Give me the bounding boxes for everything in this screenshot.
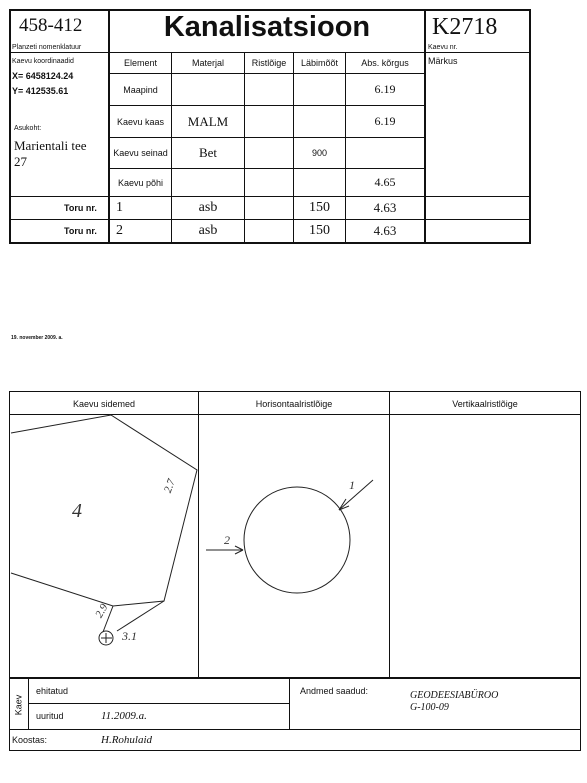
row-height: 6.19 [374,114,396,128]
location-label: Asukoht: [14,125,42,132]
location-line-2: 27 [14,154,27,169]
document-date: 19. november 2009. a. [11,335,63,341]
pipe-material: asb [198,223,218,238]
pipe-material: asb [198,200,218,215]
data-source-label: Andmed saadud: [300,686,369,696]
built-label: ehitatud [36,686,69,696]
row-material: Bet [198,145,218,160]
nomenclature-value: 458-412 [19,15,83,36]
row-element: Kaevu seinad [113,148,168,158]
well-id: K2718 [432,14,498,40]
coords-label: Kaevu koordinaadid [12,58,74,65]
sketch-area-label: 4 [72,500,82,522]
row-material: MALM [187,113,229,129]
surveyed-label: uuritud [36,711,64,721]
pipe-1-marker: 1 [349,478,355,492]
section-title-horizontal: Horisontaalristlõige [255,399,333,409]
document-title: Kanalisatsioon [163,11,371,43]
header-remarks: Märkus [428,56,458,66]
row-height: 4.65 [374,175,396,189]
header-cross-section: Ristlõige [251,58,287,68]
sketch-edge-label: 2.7 [161,477,178,495]
header-element: Element [123,58,158,68]
pipe-number: 1 [116,200,123,215]
section-title-connections: Kaevu sidemed [72,399,136,409]
pipe-label: Toru nr. [64,203,97,213]
header-abs-height: Abs. kõrgus [361,58,409,68]
row-height: 6.19 [374,82,396,96]
pipe-number: 2 [116,223,123,238]
row-element: Maapind [123,84,158,95]
data-source-value: GEODEESIABÜROO [410,690,499,701]
sketch-edge-label: 2.9 [93,602,111,620]
pipe-diameter: 150 [309,200,330,215]
row-element: Kaevu põhi [117,177,164,188]
header-material: Materjal [191,58,224,68]
sketch-edge-label: 3.1 [122,629,137,643]
footer-side-label: Kaev [13,694,24,716]
location-line-1: Marientali tee [14,138,87,153]
pipe-2-marker: 2 [224,533,230,547]
section-title-vertical: Vertikaalristlõige [452,399,518,409]
row-element: Kaevu kaas [116,116,165,127]
header-diameter: Läbimõõt [300,58,339,68]
author-label: Koostas: [12,735,48,745]
pipe-diameter: 150 [309,223,330,238]
row-diameter: 900 [311,148,328,158]
coord-x: X= 6458124.24 [12,71,74,81]
surveyed-value: 11.2009.a. [101,710,147,722]
pipe-label: Toru nr. [64,226,97,236]
well-id-label: Kaevu nr. [428,44,458,51]
nomenclature-label: Planzeti nomenklatuur [12,44,82,51]
data-source-code: G-100-09 [410,702,449,713]
pipe-height: 4.63 [373,223,397,238]
author-value: H.Rohulaid [101,734,153,746]
coord-y: Y= 412535.61 [12,86,69,96]
pipe-height: 4.63 [373,200,397,215]
